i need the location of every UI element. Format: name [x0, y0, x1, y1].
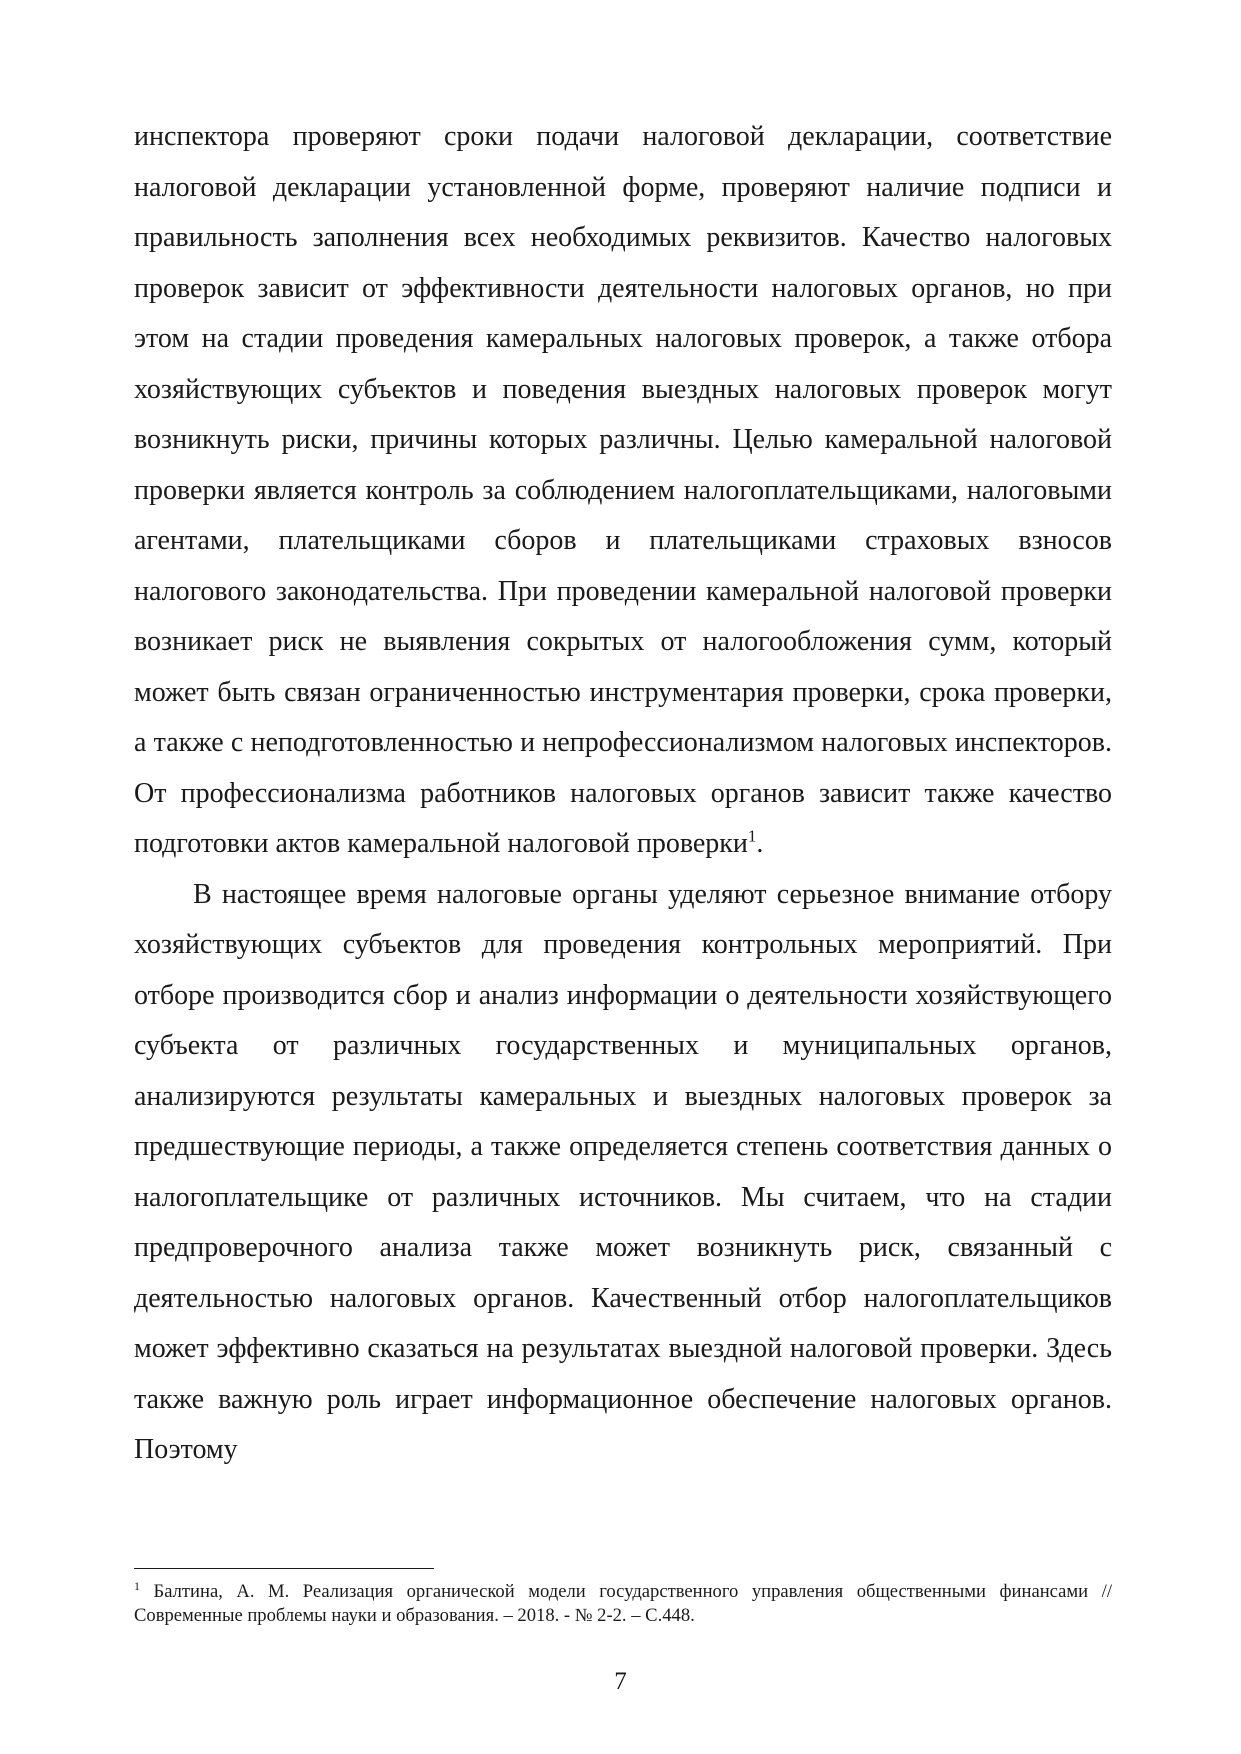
footnote-mark: 1 [134, 1578, 140, 1593]
paragraph-end-punctuation: . [756, 828, 764, 859]
footnote-text: Балтина, А. М. Реализация органической модели государственного управления общественными финансами // Современные проблемы науки и образования. – 2018. - № 2-2. – С.448. [134, 1581, 1112, 1626]
page-number: 7 [614, 1668, 627, 1695]
paragraph [134, 870, 1112, 1476]
footnote [134, 1580, 1112, 1628]
paragraph-text: инспектора проверяют сроки подачи налоговой декларации, соответствие налоговой декларации установленной форме, проверяют наличие подписи и правильность заполнения всех необходимых реквизитов. Качество налоговых проверок зависит от эффективности деятельности налоговых органов, но при этом на стадии проведения камеральных налоговых проверок, а также отбора хозяйствующих субъектов и поведения выездных налоговых проверок могут возникнуть риски, причины которых различны. Целью камеральной налоговой проверки является контроль за соблюдением налогоплательщиками, налоговыми агентами, плательщиками сборов и плательщиками страховых взносов налогового законодательства. При проведении камеральной налоговой проверки возникает риск не выявления сокрытых от налогообложения сумм, который может быть связан ограниченностью инструментария проверки, срока проверки, а также с неподготовленностью и непрофессионализмом налоговых инспекторов. От профессионализма работников налоговых органов зависит также качество подготовки актов камеральной налоговой проверки [134, 121, 1112, 859]
footnote-reference: 1 [747, 826, 757, 846]
footnote-separator [134, 1568, 434, 1569]
paragraph [134, 112, 1112, 870]
paragraph-text: В настоящее время налоговые органы уделяют серьезное внимание отбору хозяйствующих субъектов для проведения контрольных мероприятий. При отборе производится сбор и анализ информации о деятельности хозяйствующего субъекта от различных государственных и муниципальных органов, анализируются результаты камеральных и выездных налоговых проверок за предшествующие периоды, а также определяется степень соответствия данных о налогоплательщике от различных источников. Мы считаем, что на стадии предпроверочного анализа также может возникнуть риск, связанный с деятельностью налоговых органов. Качественный отбор налогоплательщиков может эффективно сказаться на результатах выездной налоговой проверки. Здесь также важную роль играет информационное обеспечение налоговых органов. Поэтому [134, 878, 1112, 1465]
body-text [134, 112, 1112, 1476]
